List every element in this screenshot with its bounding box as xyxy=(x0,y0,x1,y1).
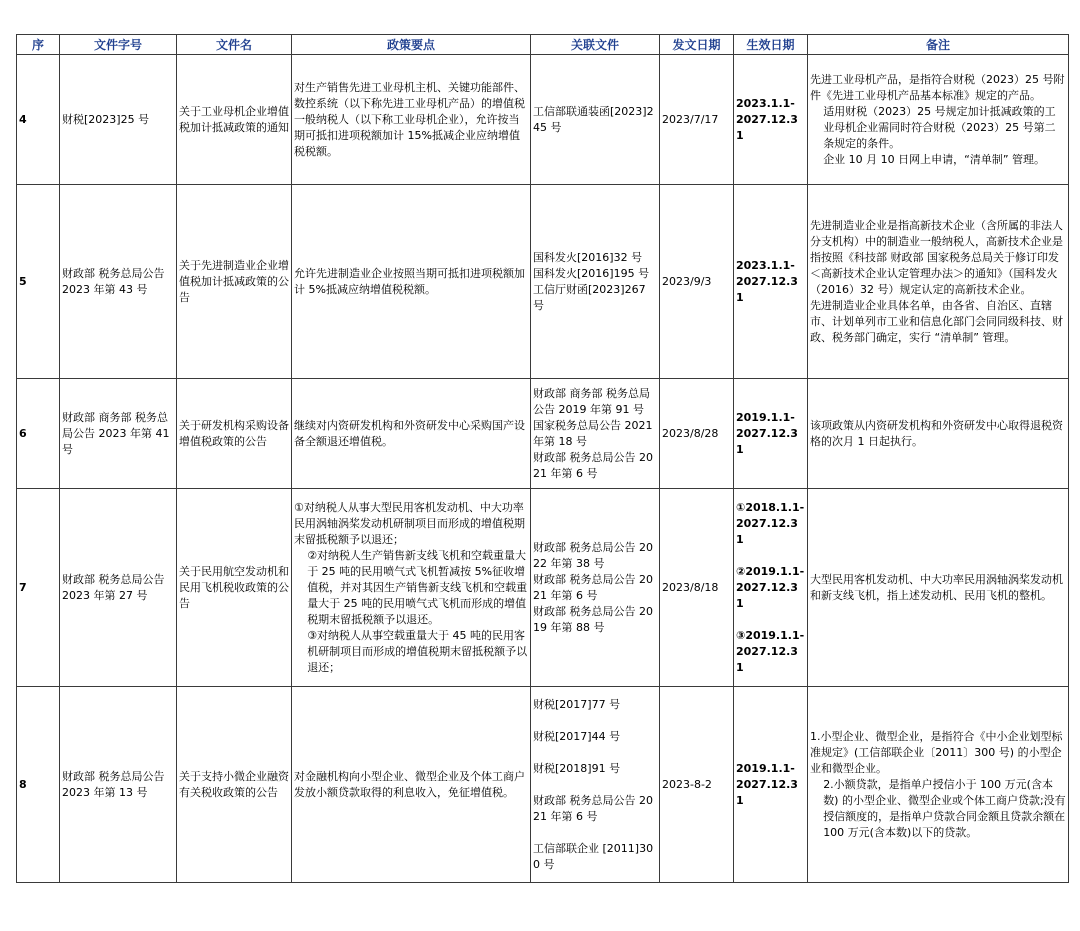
row-number: 8 xyxy=(17,687,60,883)
header-cell-issue-date: 发文日期 xyxy=(660,35,734,55)
effective-start: ①2018.1.1- xyxy=(736,500,805,514)
effective-dates xyxy=(734,489,808,687)
doc-title: 关于先进制造业企业增值税加计抵减政策的公告 xyxy=(177,185,292,379)
note-line: 大型民用客机发动机、中大功率民用涡轴涡桨发动机和新支线飞机，指上述发动机、民用飞机的整机。 xyxy=(810,572,1063,602)
note-line: 企业 10 月 10 日网上申请，“清单制” 管理。 xyxy=(823,152,1046,166)
effective-start: 2019.1.1- xyxy=(736,410,795,424)
table-row xyxy=(17,55,1069,185)
policy-points xyxy=(292,687,531,883)
effective-end: 2027.12.31 xyxy=(736,516,798,546)
row-number: 5 xyxy=(17,185,60,379)
note-line: 2.小额贷款，是指单户授信小于 100 万元(含本数) 的小型企业、微型企业或个体工商户贷款;没有授信额度的，是指单户贷款合同金额且贷款余额在 100 万元(含本数)以下的贷款。 xyxy=(823,777,1066,839)
row-number: 6 xyxy=(17,379,60,489)
issue-date: 2023/9/3 xyxy=(660,185,734,379)
effective-end: 2027.12.31 xyxy=(736,112,798,142)
table-row xyxy=(17,185,1069,379)
related-doc: 财政部 税务总局公告 2019 年第 88 号 xyxy=(533,604,653,634)
table-row xyxy=(17,489,1069,687)
table-row xyxy=(17,379,1069,489)
effective-dates xyxy=(734,185,808,379)
policy-point: ③对纳税人从事空载重量大于 45 吨的民用客机研制项目而形成的增值税期末留抵税额予以退还； xyxy=(307,628,528,674)
header-row xyxy=(17,35,1069,55)
notes xyxy=(808,379,1069,489)
header-cell-title: 文件名 xyxy=(177,35,292,55)
policy-table xyxy=(16,34,1069,883)
notes xyxy=(808,185,1069,379)
effective-dates xyxy=(734,379,808,489)
doc-title: 关于研发机构采购设备增值税政策的公告 xyxy=(177,379,292,489)
effective-dates xyxy=(734,687,808,883)
doc-number: 财政部 税务总局公告 2023 年第 13 号 xyxy=(60,687,177,883)
row-number: 4 xyxy=(17,55,60,185)
effective-end: 2027.12.31 xyxy=(736,426,798,456)
related-doc: 工信部联企业 [2011]300 号 xyxy=(533,841,654,871)
header-cell-effective: 生效日期 xyxy=(734,35,808,55)
effective-end: 2027.12.31 xyxy=(736,644,798,674)
doc-number: 财政部 税务总局公告 2023 年第 27 号 xyxy=(60,489,177,687)
doc-number: 财税[2023]25 号 xyxy=(60,55,177,185)
row-number: 7 xyxy=(17,489,60,687)
related-docs xyxy=(531,489,660,687)
effective-end: 2027.12.31 xyxy=(736,777,798,807)
related-doc: 财政部 税务总局公告 2021 年第 6 号 xyxy=(533,450,653,480)
related-doc: 国科发火[2016]32 号 xyxy=(533,250,643,264)
related-doc: 财政部 税务总局公告 2022 年第 38 号 xyxy=(533,540,653,570)
note-line: 适用财税（2023）25 号规定加计抵减政策的工业母机企业需同时符合财税（2023）25 号第二条规定的条件。 xyxy=(823,104,1056,150)
policy-point: ①对纳税人从事大型民用客机发动机、中大功率民用涡轴涡桨发动机研制项目而形成的增值税期末留抵税额予以退还； xyxy=(294,500,525,546)
effective-end: 2027.12.31 xyxy=(736,274,798,304)
related-doc: 财税[2017]44 号 xyxy=(533,729,621,743)
related-doc: 财政部 税务总局公告 2021 年第 6 号 xyxy=(533,793,653,823)
related-doc: 工信部联通装函[2023]245 号 xyxy=(533,104,654,134)
effective-start: 2023.1.1- xyxy=(736,258,795,272)
policy-points xyxy=(292,379,531,489)
header-cell-notes: 备注 xyxy=(808,35,1069,55)
note-line: 该项政策从内资研发机构和外资研发中心取得退税资格的次月 1 日起执行。 xyxy=(810,418,1063,448)
related-doc: 财政部 税务总局公告 2021 年第 6 号 xyxy=(533,572,653,602)
policy-point: 继续对内资研发机构和外资研发中心采购国产设备全额退还增值税。 xyxy=(294,418,525,448)
doc-title: 关于支持小微企业融资有关税收政策的公告 xyxy=(177,687,292,883)
header-cell-no: 序 xyxy=(17,35,60,55)
related-doc: 工信厅财函[2023]267 号 xyxy=(533,282,646,312)
issue-date: 2023/8/18 xyxy=(660,489,734,687)
issue-date: 2023/7/17 xyxy=(660,55,734,185)
policy-points xyxy=(292,185,531,379)
table-row xyxy=(17,687,1069,883)
note-line: 先进制造业企业是指高新技术企业（含所属的非法人分支机构）中的制造业一般纳税人，高新技术企业是指按照《科技部 财政部 国家税务总局关于修订印发＜高新技术企业认定管理办法＞的通知》（国科发火（2016）32 号）规定认定的高新技术企业。 xyxy=(810,218,1063,296)
notes xyxy=(808,55,1069,185)
doc-title: 关于工业母机企业增值税加计抵减政策的通知 xyxy=(177,55,292,185)
related-docs xyxy=(531,379,660,489)
related-doc: 国家税务总局公告 2021 年第 18 号 xyxy=(533,418,653,448)
policy-points xyxy=(292,489,531,687)
related-docs xyxy=(531,687,660,883)
related-doc: 国科发火[2016]195 号 xyxy=(533,266,650,280)
related-doc: 财税[2018]91 号 xyxy=(533,761,621,775)
doc-number: 财政部 商务部 税务总局公告 2023 年第 41 号 xyxy=(60,379,177,489)
header-cell-related: 关联文件 xyxy=(531,35,660,55)
related-doc: 财政部 商务部 税务总局公告 2019 年第 91 号 xyxy=(533,386,650,416)
policy-point: 对生产销售先进工业母机主机、关键功能部件、数控系统（以下称先进工业母机产品）的增值税一般纳税人（以下称工业母机企业），允许按当期可抵扣进项税额加计 15%抵减企业应纳增值税税额。 xyxy=(294,80,525,158)
note-line: 先进工业母机产品，是指符合财税（2023）25 号附件《先进工业母机产品基本标准》规定的产品。 xyxy=(810,72,1065,102)
effective-start: 2019.1.1- xyxy=(736,761,795,775)
effective-start: ③2019.1.1- xyxy=(736,628,805,642)
notes xyxy=(808,687,1069,883)
related-docs xyxy=(531,185,660,379)
policy-point: ②对纳税人生产销售新支线飞机和空载重量大于 25 吨的民用喷气式飞机暂减按 5%征收增值税，并对其因生产销售新支线飞机和空载重量大于 25 吨的民用喷气式飞机而形成的增值税期末留抵税额予以退还。 xyxy=(307,548,528,626)
effective-start: 2023.1.1- xyxy=(736,96,795,110)
policy-point: 允许先进制造业企业按照当期可抵扣进项税额加计 5%抵减应纳增值税税额。 xyxy=(294,266,525,296)
header-cell-points: 政策要点 xyxy=(292,35,531,55)
issue-date: 2023/8/28 xyxy=(660,379,734,489)
related-docs xyxy=(531,55,660,185)
header-cell-doc-no: 文件字号 xyxy=(60,35,177,55)
related-doc: 财税[2017]77 号 xyxy=(533,697,621,711)
policy-point: 对金融机构向小型企业、微型企业及个体工商户发放小额贷款取得的利息收入，免征增值税。 xyxy=(294,769,525,799)
issue-date: 2023-8-2 xyxy=(660,687,734,883)
effective-dates xyxy=(734,55,808,185)
doc-number: 财政部 税务总局公告 2023 年第 43 号 xyxy=(60,185,177,379)
effective-end: 2027.12.31 xyxy=(736,580,798,610)
policy-points xyxy=(292,55,531,185)
effective-start: ②2019.1.1- xyxy=(736,564,805,578)
note-line: 先进制造业企业具体名单，由各省、自治区、直辖市、计划单列市工业和信息化部门会同同级科技、财政、税务部门确定，实行 “清单制” 管理。 xyxy=(810,298,1063,344)
doc-title: 关于民用航空发动机和民用飞机税收政策的公告 xyxy=(177,489,292,687)
notes xyxy=(808,489,1069,687)
note-line: 1.小型企业、微型企业，是指符合《中小企业划型标准规定》(工信部联企业〔2011〕300 号) 的小型企业和微型企业。 xyxy=(810,729,1063,775)
